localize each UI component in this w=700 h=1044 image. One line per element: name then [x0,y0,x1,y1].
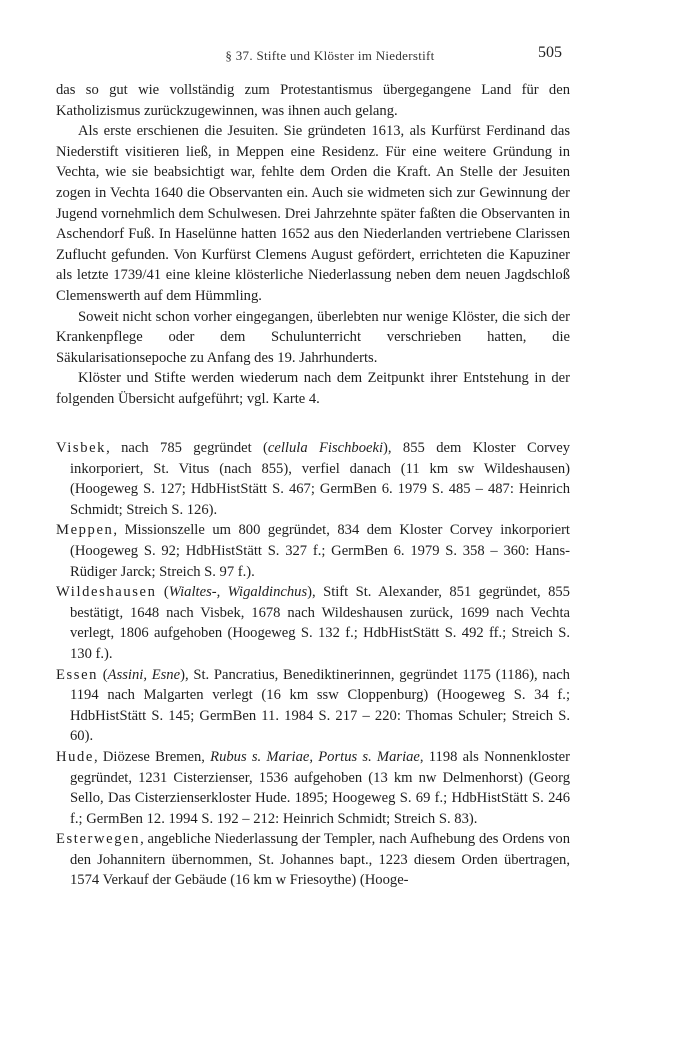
list-item: Esterwegen, angebliche Niederlassung der Templer, nach Aufhebung des Ordens von den Johannitern übernommen, St. Johannes bapt., 1223 diesem Orden übertragen, 1574 Verkauf der Gebäude (16 km w Friesoythe) (Hooge- [56,831,570,889]
entry-name: Esterwegen [56,831,141,848]
list-item: Visbek, nach 785 gegründet (cellula Fischboeki), 855 dem Kloster Corvey inkorporiert, St. Vitus (nach 855), verfiel danach (11 km sw Wildeshausen) (Hoogeweg S. 127; HdbHistStätt S. 467; GermBen 6. 1979 S. 485 – 487: Heinrich Schmidt; Streich S. 126). [56,440,570,518]
body-text [56,80,570,410]
entry-name: Wildeshausen [56,584,157,601]
entry-name: Meppen [56,522,114,539]
page-number: 505 [538,44,562,61]
list-item: Wildeshausen (Wialtes-, Wigaldinchus), Stift St. Alexander, 851 gegründet, 855 bestätigt, 1648 nach Visbek, 1678 nach Wildeshausen zurück, 1699 nach Vechta verlegt, 1806 aufgehoben (Hoogeweg S. 132 f.; HdbHistStätt S. 492 ff.; Streich S. 130 f.). [56,584,570,662]
monastery-list [56,438,570,891]
list-item: Hude, Diözese Bremen, Rubus s. Mariae, Portus s. Mariae, 1198 als Nonnenkloster gegründet, 1231 Cisterzienser, 1536 aufgehoben (13 km nw Delmenhorst) (Georg Sello, Das Cisterzienserkloster Hude. 1895; Hoogeweg S. 69 f.; HdbHistStätt S. 246 f.; GermBen 12. 1994 S. 192 – 212: Heinrich Schmidt; Streich S. 83). [56,748,570,827]
running-title: § 37. Stifte und Klöster im Niederstift [225,48,435,63]
paragraph: das so gut wie vollständig zum Protestantismus übergegangene Land für den Katholizismus zurückzugewinnen, was ihnen auch gelang. [56,82,570,119]
paragraph: Soweit nicht schon vorher eingegangen, überlebten nur wenige Klöster, die sich der Krankenpflege oder dem Schulunterricht verschrieben hatten, die Säkularisationsepoche zu Anfang des 19. Jahrhunderts. [56,308,570,366]
running-header [0,44,700,68]
paragraph: Als erste erschienen die Jesuiten. Sie gründeten 1613, als Kurfürst Ferdinand das Niederstift visitieren ließ, in Meppen eine Residenz. Für eine weitere Gründung in Vechta, wie sie beabsichtigt war, fehlte dem Orden die Kraft. An Stelle der Jesuiten zogen in Vechta 1640 die Observanten ein. Auch sie widmeten sich zur Gewinnung der Jugend vornehmlich dem Schulwesen. Drei Jahrzehnte später faßten die Observanten in Aschendorf Fuß. In Haselünne hatten 1652 aus den Niederlanden vertriebene Clarissen Zuflucht gefunden. Von Kurfürst Clemens August gefördert, errichteten die Kapuziner als letzte 1739/41 eine kleine klösterliche Niederlassung neben dem neuen Jagdschloß Clemenswerth auf dem Hümmling. [56,123,570,304]
entry-name: Essen [56,666,99,683]
entry-name: Hude [56,748,95,765]
paragraph: Klöster und Stifte werden wiederum nach dem Zeitpunkt ihrer Entstehung in der folgenden Übersicht aufgeführt; vgl. Karte 4. [56,370,570,407]
list-item: Essen (Assini, Esne), St. Pancratius, Benediktinerinnen, gegründet 1175 (1186), nach 1194 nach Malgarten verlegt (16 km ssw Cloppenburg) (Hoogeweg S. 34 f.; HdbHistStätt S. 145; GermBen 11. 1984 S. 217 – 220: Thomas Schuler; Streich S. 60). [56,666,570,745]
list-item: Meppen, Missionszelle um 800 gegründet, 834 dem Kloster Corvey inkorporiert (Hoogeweg S. 92; HdbHistStätt S. 327 f.; GermBen 6. 1979 S. 358 – 360: Hans-Rüdiger Jarck; Streich S. 97 f.). [56,522,570,580]
entry-name: Visbek [56,440,107,456]
